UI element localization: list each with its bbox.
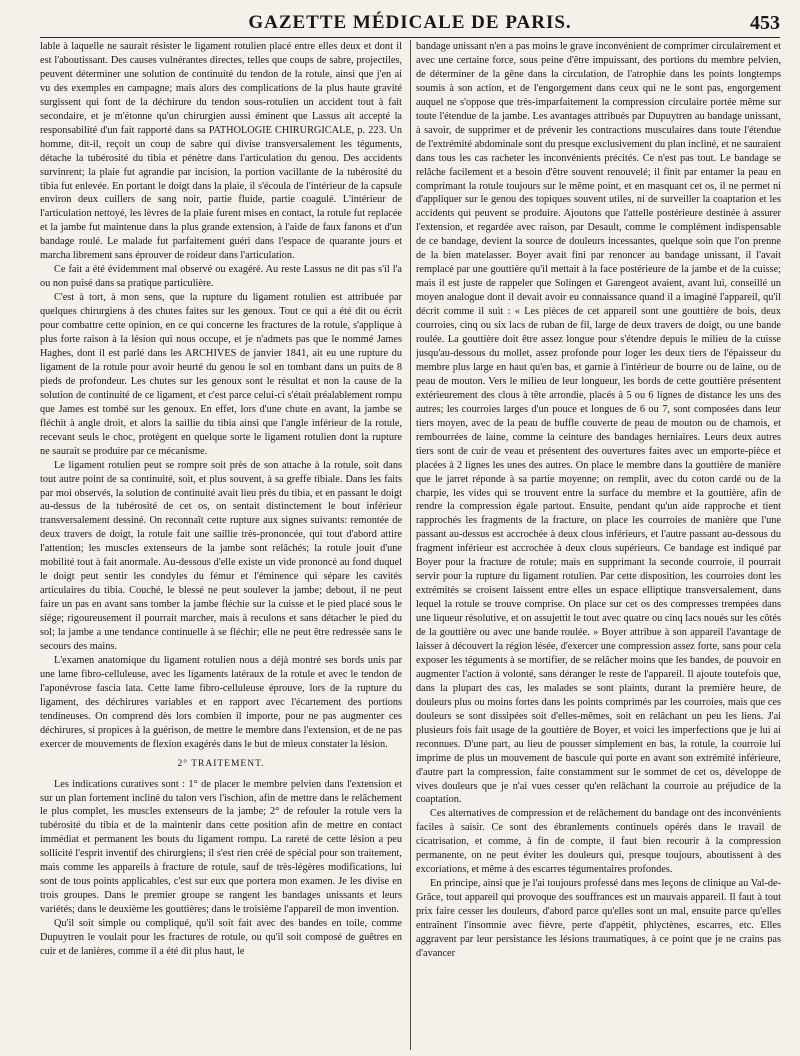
paragraph: L'examen anatomique du ligament rotulien nous a déjà montré ses bords unis par une lame fibro-celluleuse, avec les ligaments latéraux de la rotule et avec le tendon de l'aponévrose fascia lata. Cette lame fibro-celluleuse éprouve, lors de la rupture du ligament, des déchirures variables et en rapport avec l'écartement des portions tendineuses. On comprend dès lors combien il importe, pour ne pas augmenter ces déchirures, si propices à la guérison, de mettre le membre dans l'extension, et de ne pas exercer de mouvements de flexion exagérés dans le but de mieux constater la lésion.: [40, 654, 402, 750]
left-column: [40, 40, 402, 1052]
paragraph: C'est à tort, à mon sens, que la rupture du ligament rotulien est attribuée par quelques chirurgiens à des chutes faites sur les genoux. Tout ce qui a été dit ou écrit pour combattre cette opinion, en ce qui concerne les fractures de la rotule, s'applique à plus forte raison à la lésion qui nous occupe, et je n'admets pas que le nommé James Haghes, dont il est parlé dans les ARCHIVES de janvier 1841, ait eu une rupture du ligament de la rotule pour avoir heurté du genou le sol en tombant dans un puits de 8 pieds de profondeur. Les chutes sur les genoux sont le résultat et non la cause de la solution de continuité de ce ligament, et c'est parce celui-ci s'était préalablement rompu que James est tombé sur les genoux. En effet, lors d'une chute en avant, la jambe se fléchit à angle droit, et alors la saillie du tibia ainsi que l'angle inférieur de la rotule, recevant seuls le choc, protègent en quelque sorte le ligament rotulien dont la rupture ne saurait se produire par ce mécanisme.: [40, 292, 402, 457]
masthead: [40, 12, 780, 36]
paragraph: Le ligament rotulien peut se rompre soit près de son attache à la rotule, soit dans tout autre point de sa continuité, soit, et plus souvent, à sa greffe tibiale. Dans les faits par moi observés, la solution de continuité avait lieu près du tibia, et en passant le doigt au-dessus de la tubérosité de cet os, on sentait distinctement le bout inférieur transversalement dessiné. On reconnaît cette rupture aux signes suivants: remontée de deux travers de doigt, la rotule fait une saillie très-prononcée, qui tout d'abord attire l'attention; les muscles extenseurs de la jambe sont relâchés; la rotule jouit d'une mobilité tout à fait anormale. Au-dessous d'elle existe un vide prononcé au fond duquel le doigt peut sentir les condyles du fémur et l'éminence qui sépare les cavités articulaires du tibia. Couché, le blessé ne peut soulever la jambe; debout, il ne peut faire un pas en avant sans tomber la jambe fléchie sur la cuisse et le pied placé sous le siége; rigoureusement il pourrait marcher, mais à reculons et sans détacher le pied du sol; la jambe a une tendance continuelle à se fléchir; elle ne peut être redressée sans le secours des mains.: [40, 459, 402, 652]
paragraph: Qu'il soit simple ou compliqué, qu'il soit fait avec des bandes en toile, comme Dupuytren le voulait pour les fractures de rotule, ou qu'il soit composé de guêtres en cuir et de lanières, comme il a été dit plus haut, le: [40, 918, 402, 957]
column-divider: [410, 40, 411, 1050]
paragraph: lable à laquelle ne saurait résister le ligament rotulien placé entre elles deux et dont il est l'aboutissant. Des causes vulnérantes directes, telles que coups de sabre, projectiles, peuvent déterminer une solution de continuité du tendon de la rotule, ainsi que j'en ai vu des exemples en campagne; mais alors des complications de la plus haute gravité surgissent qui font de la déchirure du tendon sous-rotulien un accident tout à fait secondaire, et je m'étonne qu'un chirurgien aussi éminent que Lassus ait accepté la responsabilité d'un fait rapporté dans sa PATHOLOGIE CHIRURGICALE, p. 223. Un homme, dit-il, reçoit un coup de sabre qui divise transversalement les téguments, détache la tubérosité du tibia et pénètre dans l'articulation du genou. Des accidents survinrent; la plaie fut agrandie par incision, la portion vacillante de la tubérosité du tibia fut enlevée. En portant le doigt dans la plaie, il s'écoula de l'intérieur de la capsule environ deux cuillers de sang noir, partie fluide, partie coagulé. L'intérieur de l'articulation nettoyé, les lèvres de la plaie furent mises en contact, la rotule fut replacée et la jambe fut maintenue dans la plus grande extension, à l'aide de faux fanons et d'un bandage roulé. Le malade fut parfaitement guéri dans l'espace de quarante jours et marcha librement sans éprouver de roideur dans l'articulation.: [40, 41, 402, 262]
right-column: [416, 40, 781, 1052]
page-number: 453: [750, 12, 780, 34]
paragraph: Ce fait a été évidemment mal observé ou exagéré. Au reste Lassus ne dit pas s'il l'a ou non puisé dans sa pratique particulière.: [40, 264, 402, 290]
paragraph: Ces alternatives de compression et de relâchement du bandage ont des inconvénients faciles à saisir. Ce sont des ébranlements continuels opérés dans le travail de cicatrisation, et comme, à fin de compte, il faut bien recourir à la compression permanente, on ne peut éviter les douleurs qui, presque toujours, aboutissent à des excoriations, et même à des escarres tégumentaires profondes.: [416, 808, 781, 876]
journal-title: GAZETTE MÉDICALE DE PARIS.: [248, 12, 572, 33]
section-heading: 2° TRAITEMENT.: [177, 758, 265, 769]
header-rule: [40, 37, 780, 38]
paragraph: En principe, ainsi que je l'ai toujours professé dans mes leçons de clinique au Val-de-Grâce, tout appareil qui provoque des souffrances est un mauvais appareil. Il faut à tout prix faire cesser les douleurs, d'abord parce qu'elles sont un mal, ensuite parce qu'elles entraînent l'insomnie avec fièvre, perte d'appétit, phlyctènes, escarres, etc. Elles aggravent par leur persistance les lésions traumatiques, à ce point que je ne crains pas d'avancer: [416, 878, 781, 959]
paragraph: Les indications curatives sont : 1° de placer le membre pelvien dans l'extension et sur un plan fortement incliné du talon vers l'ischion, afin de mettre dans le relâchement le plus complet, les muscles extenseurs de la jambe; 2° de refouler la rotule vers la tubérosité du tibia et de la maintenir dans cette position afin de mettre en contact immédiat et permanent les bouts du ligament rompu. La rareté de cette lésion a peu sollicité l'esprit inventif des chirurgiens; il s'est rien créé de spécial pour son traitement, mais comme les appareils à fracture de rotule, sauf de très-légères modifications, lui sont de tous points applicables, c'est sur eux que portera mon examen. Je les divise en trois groupes. Dans le premier groupe se rangent les bandages unissants et leurs variétés; dans le deuxième les gouttières; dans le troisième l'appareil de mon invention.: [40, 778, 402, 916]
paragraph: bandage unissant n'en a pas moins le grave inconvénient de comprimer circulairement et avec une certaine force, sous peine d'être impuissant, des portions du membre pelvien, de déterminer de la gêne dans la circulation, de l'atrophie dans les points longtemps soumis à son action, et de l'engorgement dans ceux qui ne le sont pas, engorgement auquel ne s'oppose que très-imparfaitement la compression circulaire portée même sur toute l'étendue de la jambe. Les avantages attribués par Dupuytren au bandage unissant, à savoir, de supprimer et de prévenir les contractions musculaires dans toute l'étendue de l'extrémité abdominale sont du presque exclusivement du plan incliné, et ne sauraient dans tous les cas racheter les inconvénients précités. Ce n'est pas tout. Le bandage se relâche facilement et a besoin d'être souvent renouvelé; il finit par entamer la peau en comprimant la rotule toujours sur le même point, et en masquant cet os, il ne permet ni d'appliquer sur le genou des topiques souvent utiles, ni de surveiller la coaptation et les accidents qui peuvent se produire. Ajoutons que l'attelle postérieure destinée à assurer l'extension, et regardée avec raison, par Desault, comme le complément indispensable de ce bandage, devient la source de douleurs incessantes, quelque soin que l'on prenne de la bien matelasser. Boyer avait fini par renoncer au bandage unissant, il l'avait remplacé par une gouttière qu'il mettait à la face postérieure de la jambe et de la cuisse; mais il est juste de rappeler que Solingen et Garengeot avaient, avant lui, conseillé un moyen analogue dont il devait avoir eu connaissance quand il a imaginé l'appareil, qu'il décrit comme il suit : « Les pièces de cet appareil sont une gouttière de bois, deux courroies, cinq ou six lacs de ruban de fil, large de deux travers de doigt, ou une bande roulée. La gouttière doit être assez longue pour s'étendre depuis le milieu de la cuisse jusqu'au-dessous du mollet, assez profonde pour loger les deux tiers de l'épaisseur du membre plus large en haut qu'en bas, et garnie à l'intérieur de bourre ou de laine, ou de peau de mouton. Vers le milieu de leur longueur, les bords de cette gouttière présentent extérieurement des clous à tête arrondie, placés à 5 ou 6 lignes de distance les uns des autres; les courroies larges d'un pouce et longues de 6 ou 7, sont composées dans leur tiers moyen, avec de la peau de buffle couverte de peau de mouton ou de chamois, et rembourrées de laine, comme la ceinture des bandages herniaires. Leurs deux autres tiers sont de cuir de veau et présentent des ouvertures faites avec un emporte-pièce et placées à 2 lignes les unes des autres. On place le membre dans la gouttière de manière que le jarret réponde à sa partie moyenne; on remplit, avec du coton cardé ou de la charpie, les vides qui se trouvent entre la surface du membre et la gouttière, afin de rendre la compression égale partout. Ensuite, pendant qu'un aide rapproche et tient rapprochés les fragments de la fracture, on place les courroies de manière que l'une passant au-dessus est accrochée à deux clous inférieurs, et l'autre passant au-dessous du fragment inférieur est accrochée à deux clous supérieurs. Ce bandage est indiqué par Boyer pour la fracture de rotule; mais en supprimant la seconde courroie, il pourrait servir pour la rupture du ligament rotulien. Par cette disposition, les courroies dont les extrémités se croisent laissent entre elles un espace elliptique transversalement, dans lequel la rotule se trouve comprise. On place sur cet os des compresses trempées dans une liqueur résolutive, et on assujettit le tout avec quatre ou cinq lacs noués sur les côtés de la gouttière ou avec une bande roulée. » Boyer attribue à son appareil l'avantage de laisser à découvert la région lésée, d'exercer une compression assez forte, sans pour cela exposer les téguments à se mortifier, de se relâcher moins que les bandes, de pouvoir en augmenter l'action à volonté, sans déranger le reste de l'appareil. Il ajoute toutefois que, dans la plupart des cas, les malades se sont plaints, durant la première heure, de douleurs plus ou moins fortes dans les points comprimés par les courroies, mais que ces douleurs se sont dissipées soit d'elles-mêmes, soit en relâchant un peu les liens. J'ai plusieurs fois fait usage de la gouttière de Boyer, et voici les imperfections que je lui ai reconnues. D'une part, au lieu de pousser simplement en bas, la rotule, la courroie lui imprime de plus un mouvement de bascule qui porte en avant son extrémité inférieure, d'autre part la compression, faite constamment sur le sommet de cet os, développe de vives douleurs que je n'ai vues cesser qu'en relâchant la courroie au préjudice de la coaptation.: [416, 41, 781, 806]
